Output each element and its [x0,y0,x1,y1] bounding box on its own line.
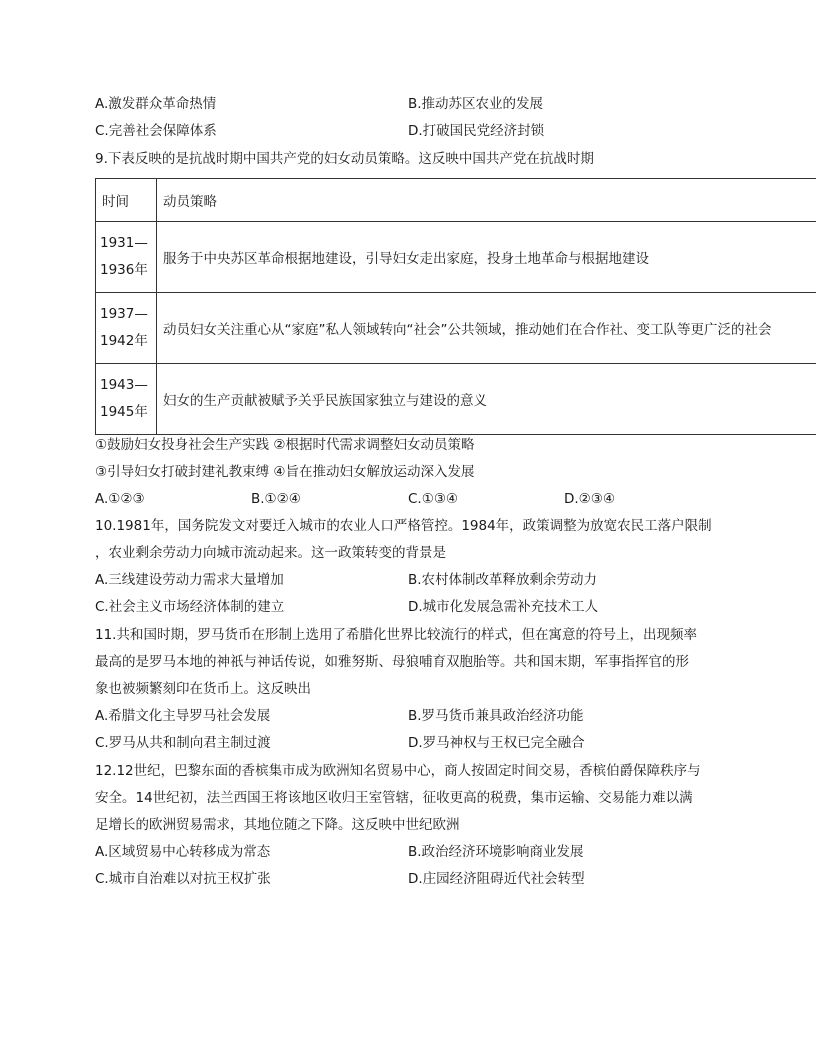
q12-option-d[interactable]: D.庄园经济阻碍近代社会转型 [408,871,585,887]
table-header-strategy: 动员策略 [157,179,816,222]
q12-stem-line-1: 12.12世纪，巴黎东面的香槟集市成为欧洲知名贸易中心，商人按固定时间交易，香槟伯爵保障秩序与 [95,763,701,779]
q11-stem-line-3: 象也被频繁刻印在货币上。这反映出 [95,681,311,697]
table-cell-period [96,293,157,364]
period-end: 1945年 [100,404,148,420]
q12-stem-line-3: 足增长的欧洲贸易需求，其地位随之下降。这反映中世纪欧洲 [95,817,460,833]
q11-option-c[interactable]: C.罗马从共和制向君主制过渡 [95,735,271,751]
q10-option-a[interactable]: A.三线建设劳动力需求大量增加 [95,572,284,588]
q11-option-b[interactable]: B.罗马货币兼具政治经济功能 [408,708,584,724]
q10-option-b[interactable]: B.农村体制改革释放剩余劳动力 [408,572,598,588]
period-start: 1937— [100,306,148,322]
table-header-time: 时间 [96,179,157,222]
q8-option-a[interactable]: A.激发群众革命热情 [95,96,217,112]
table-cell-period [96,364,157,435]
table-cell-strategy: 服务于中央苏区革命根据地建设，引导妇女走出家庭，投身土地革命与根据地建设 [157,222,816,293]
q8-option-b[interactable]: B.推动苏区农业的发展 [408,96,544,112]
q11-stem-line-2: 最高的是罗马本地的神祇与神话传说，如雅努斯、母狼哺育双胞胎等。共和国末期，军事指挥官的形 [95,654,689,670]
q10-stem-line-2: ，农业剩余劳动力向城市流动起来。这一政策转变的背景是 [95,545,446,561]
table-row [96,222,816,293]
q8-option-d[interactable]: D.打破国民党经济封锁 [408,123,545,139]
q9-strategy-table [95,178,816,435]
table-cell-period [96,222,157,293]
table-cell-strategy: 动员妇女关注重心从“家庭”私人领域转向“社会”公共领域，推动她们在合作社、变工队等更广泛的社会 [157,293,816,364]
q9-option-a[interactable]: A.①②③ [95,491,145,507]
q9-option-c[interactable]: C.①③④ [408,491,459,507]
period-end: 1942年 [100,333,148,349]
q11-option-d[interactable]: D.罗马神权与王权已完全融合 [408,735,585,751]
table-row [96,293,816,364]
table-header-row [96,179,816,222]
q9-stem: 9.下表反映的是抗战时期中国共产党的妇女动员策略。这反映中国共产党在抗战时期 [95,151,594,167]
table-row [96,364,816,435]
q12-stem-line-2: 安全。14世纪初，法兰西国王将该地区收归王室管辖，征收更高的税费，集市运输、交易能力难以满 [95,790,693,806]
period-end: 1936年 [100,262,148,278]
q8-option-c[interactable]: C.完善社会保障体系 [95,123,217,139]
period-start: 1931— [100,235,148,251]
q9-statement-line-1: ①鼓励妇女投身社会生产实践 ②根据时代需求调整妇女动员策略 [95,437,475,453]
period-start: 1943— [100,377,148,393]
q11-option-a[interactable]: A.希腊文化主导罗马社会发展 [95,708,271,724]
q9-option-d[interactable]: D.②③④ [564,491,615,507]
q12-option-a[interactable]: A.区域贸易中心转移成为常态 [95,844,271,860]
q11-stem-line-1: 11.共和国时期，罗马货币在形制上选用了希腊化世界比较流行的样式，但在寓意的符号上，出现频率 [95,627,697,643]
q10-option-c[interactable]: C.社会主义市场经济体制的建立 [95,599,285,615]
table-cell-strategy: 妇女的生产贡献被赋予关乎民族国家独立与建设的意义 [157,364,816,435]
q10-option-d[interactable]: D.城市化发展急需补充技术工人 [408,599,599,615]
q12-option-b[interactable]: B.政治经济环境影响商业发展 [408,844,584,860]
q9-statement-line-2: ③引导妇女打破封建礼教束缚 ④旨在推动妇女解放运动深入发展 [95,464,475,480]
q12-option-c[interactable]: C.城市自治难以对抗王权扩张 [95,871,271,887]
q10-stem-line-1: 10.1981年，国务院发文对要迁入城市的农业人口严格管控。1984年，政策调整为放宽农民工落户限制 [95,518,712,534]
q9-option-b[interactable]: B.①②④ [251,491,301,507]
